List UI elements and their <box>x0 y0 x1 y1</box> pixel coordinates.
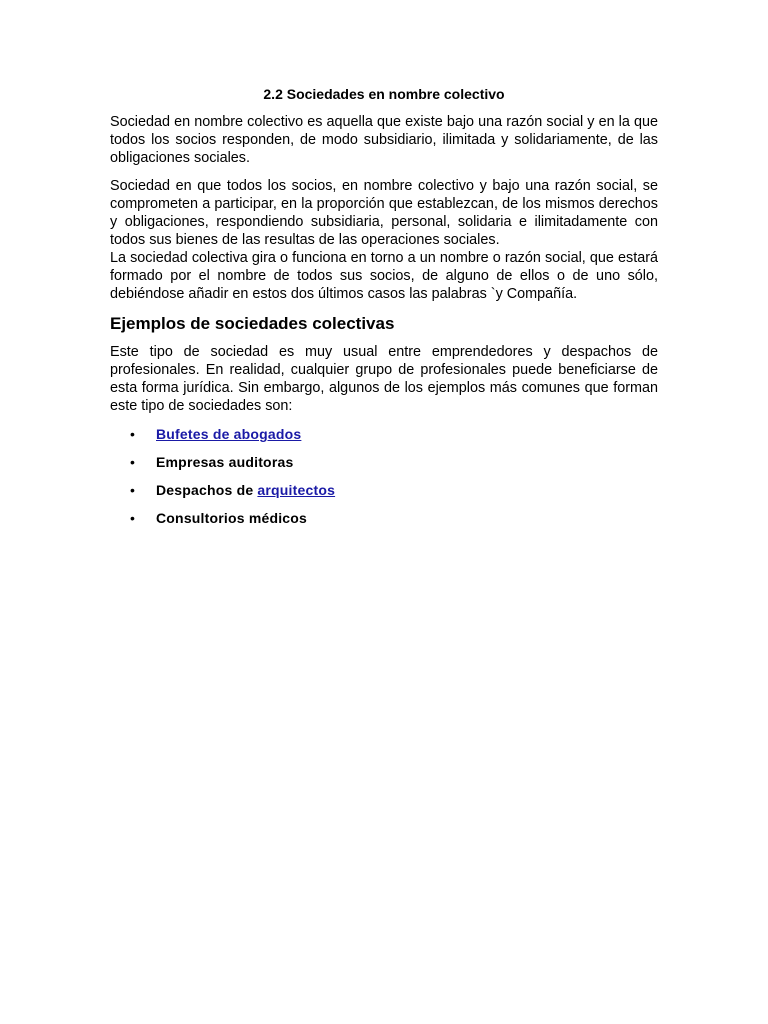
bullet-icon: • <box>130 454 136 470</box>
document-page <box>110 85 658 537</box>
list-item-label: Despachos de <box>156 482 258 498</box>
examples-intro: Este tipo de sociedad es muy usual entre emprendedores y despachos de profesionales. En realidad, cualquier grupo de profesionales puede beneficiarse de esta forma jurídica. Sin embargo, algunos de los ejemplos más comunes que forman este tipo de sociedades son: <box>110 344 658 414</box>
bullet-icon: • <box>130 510 136 526</box>
link-bufetes-de-abogados[interactable]: Bufetes de abogados <box>156 426 302 442</box>
paragraph-company-name: La sociedad colectiva gira o funciona en torno a un nombre o razón social, que estará formado por el nombre de todos sus socios, de alguno de ellos o de uno sólo, debiéndose añadir en estos dos últimos casos las palabras `y Compañía. <box>110 250 658 302</box>
examples-heading: Ejemplos de sociedades colectivas <box>110 314 395 333</box>
list-item-label: Empresas auditoras <box>156 454 294 470</box>
list-item <box>110 509 658 527</box>
bullet-icon: • <box>130 482 136 498</box>
paragraph-commitment: Sociedad en que todos los socios, en nombre colectivo y bajo una razón social, se comprometen a participar, en la proporción que establezcan, de los mismos derechos y obligaciones, respondiendo subsidiaria, personal, solidaria e ilimitadamente con todos sus bienes de las resultas de las operaciones sociales. <box>110 178 658 248</box>
list-item <box>110 481 658 499</box>
list-item <box>110 453 658 471</box>
list-item-label: Consultorios médicos <box>156 510 308 526</box>
section-title: 2.2 Sociedades en nombre colectivo <box>263 86 505 102</box>
bullet-icon: • <box>130 426 136 442</box>
paragraph-definition: Sociedad en nombre colectivo es aquella que existe bajo una razón social y en la que todos los socios responden, de modo subsidiario, ilimitada y solidariamente, de las obligaciones sociales. <box>110 114 658 166</box>
link-arquitectos[interactable]: arquitectos <box>257 482 336 498</box>
list-item <box>110 425 658 443</box>
examples-list <box>110 425 658 527</box>
